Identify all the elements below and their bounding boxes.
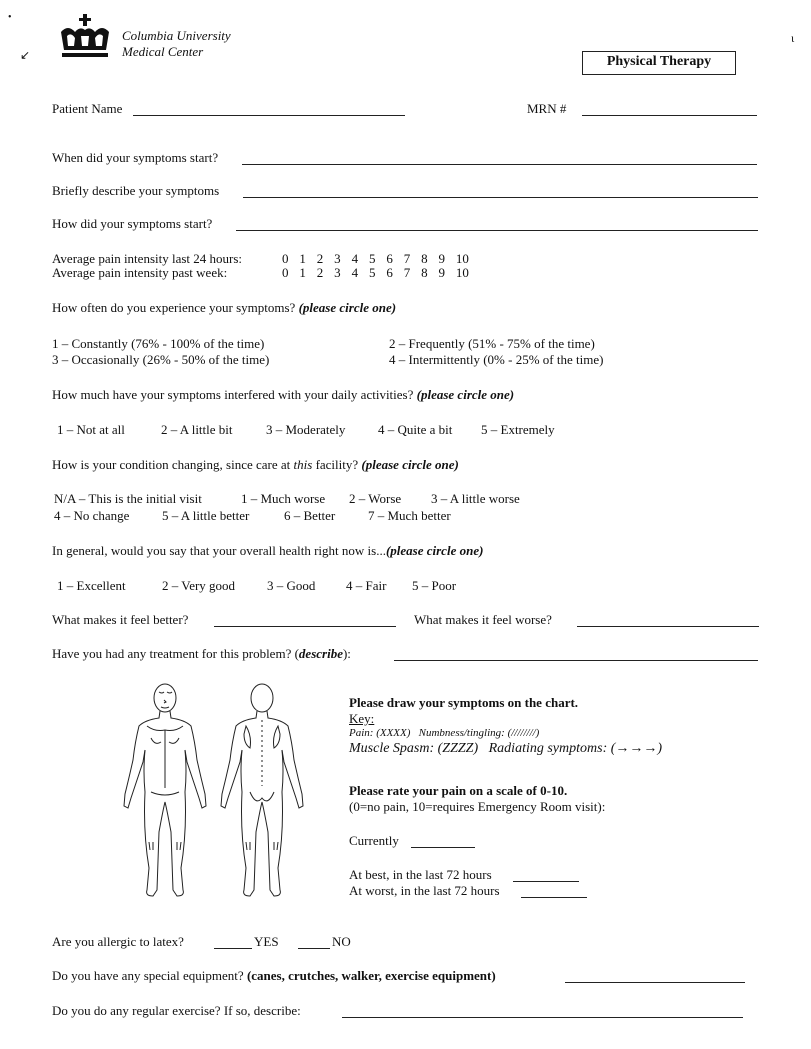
change-question-this: this: [293, 457, 313, 472]
pain-24h-label: Average pain intensity last 24 hours:: [52, 251, 243, 266]
org-name-line1: Columbia University: [122, 28, 231, 43]
scale-number[interactable]: 5: [368, 251, 376, 266]
pain-week-label: Average pain intensity past week:: [52, 265, 228, 280]
scale-number[interactable]: 0: [282, 265, 289, 280]
org-name-line2: Medical Center: [122, 44, 204, 59]
health-question-text: In general, would you say that your overall health right now is...: [52, 543, 386, 558]
latex-no-field[interactable]: [298, 948, 330, 949]
chart-key-spasm-radiating: [349, 741, 662, 757]
exercise-field[interactable]: [342, 1017, 743, 1018]
question-symptoms-start-when: When did your symptoms start?: [52, 150, 219, 165]
scale-number[interactable]: 0: [282, 251, 289, 266]
scale-number[interactable]: 2: [316, 251, 324, 266]
change-hint: (please circle one): [361, 457, 459, 472]
exercise-question: Do you do any regular exercise? If so, describe:: [52, 1003, 301, 1018]
frequency-option-3[interactable]: 3 – Occasionally (26% - 50% of the time): [52, 352, 270, 367]
frequency-option-2[interactable]: 2 – Frequently (51% - 75% of the time): [389, 336, 595, 351]
latex-yes-label: YES: [254, 934, 279, 949]
patient-name-label: Patient Name: [52, 101, 123, 116]
scale-number[interactable]: 8: [421, 251, 428, 266]
pain-currently-field[interactable]: [411, 847, 475, 848]
scale-number[interactable]: 3: [334, 265, 341, 280]
answer-symptoms-start-when[interactable]: [242, 164, 757, 165]
crown-logo-icon: [58, 14, 112, 60]
frequency-question: [52, 300, 396, 316]
scale-number[interactable]: 1: [299, 251, 306, 266]
pain-at-best-field[interactable]: [513, 881, 579, 882]
scale-number[interactable]: 3: [334, 251, 341, 266]
equipment-field[interactable]: [565, 982, 745, 983]
health-option-2[interactable]: 2 – Very good: [162, 578, 236, 593]
pain-currently-label: Currently: [349, 833, 399, 848]
change-option-3[interactable]: 3 – A little worse: [431, 491, 520, 506]
change-option-5[interactable]: 5 – A little better: [162, 508, 250, 523]
interference-option-3[interactable]: 3 – Moderately: [266, 422, 346, 437]
body-chart-back[interactable]: [212, 682, 312, 904]
scale-number[interactable]: 2: [316, 265, 324, 280]
key-numbness: Numbness/tingling: (////////): [418, 727, 540, 739]
key-radiating: Radiating symptoms: (→→→): [488, 741, 663, 756]
patient-name-field[interactable]: [133, 115, 405, 116]
health-option-5[interactable]: 5 – Poor: [412, 578, 457, 593]
interference-question: [52, 387, 514, 403]
health-question: [52, 543, 483, 559]
feel-worse-field[interactable]: [577, 626, 759, 627]
scale-number[interactable]: 7: [403, 265, 411, 280]
scale-number[interactable]: 10: [455, 265, 469, 280]
department-box: Physical Therapy: [582, 51, 736, 75]
frequency-option-1[interactable]: 1 – Constantly (76% - 100% of the time): [52, 336, 265, 351]
scale-number[interactable]: 4: [351, 251, 359, 266]
mrn-field[interactable]: [582, 115, 757, 116]
frequency-hint: (please circle one): [298, 300, 397, 315]
change-option-2[interactable]: 2 – Worse: [349, 491, 402, 506]
change-option-1[interactable]: 1 – Much worse: [241, 491, 326, 506]
key-spasm: Muscle Spasm: (ZZZZ): [349, 741, 479, 756]
change-question-pre: How is your condition changing, since care at: [52, 457, 291, 472]
health-hint: (please circle one): [385, 543, 484, 558]
pain-week-scale[interactable]: [282, 265, 473, 281]
change-option-4[interactable]: 4 – No change: [54, 508, 130, 523]
body-chart-front[interactable]: [115, 682, 215, 904]
question-symptoms-start-how: How did your symptoms start?: [52, 216, 213, 231]
frequency-option-4[interactable]: 4 – Intermittently (0% - 25% of the time): [389, 352, 604, 367]
change-question-post: facility?: [315, 457, 359, 472]
health-option-4[interactable]: 4 – Fair: [346, 578, 387, 593]
feel-worse-label: What makes it feel worse?: [414, 612, 552, 627]
health-option-3[interactable]: 3 – Good: [267, 578, 316, 593]
feel-better-field[interactable]: [214, 626, 396, 627]
change-option-6[interactable]: 6 – Better: [284, 508, 336, 523]
pain-at-worst-field[interactable]: [521, 897, 587, 898]
mrn-label: MRN #: [527, 101, 567, 116]
scale-number[interactable]: 8: [421, 265, 428, 280]
pain-at-worst-label: At worst, in the last 72 hours: [349, 883, 500, 898]
interference-option-2[interactable]: 2 – A little bit: [161, 422, 233, 437]
scale-number[interactable]: 7: [403, 251, 411, 266]
chart-instructions-title: Please draw your symptoms on the chart.: [349, 695, 579, 710]
interference-hint: (please circle one): [416, 387, 515, 402]
key-pain: Pain: (XXXX): [349, 727, 411, 739]
equipment-question: [52, 968, 496, 984]
chart-key-pain-numbness: [349, 727, 539, 739]
equipment-examples: (canes, crutches, walker, exercise equipment): [246, 968, 496, 983]
scale-number[interactable]: 10: [455, 251, 469, 266]
scan-mark-tick: ↙: [20, 48, 31, 62]
treatment-question-post: ):: [342, 646, 351, 661]
scale-number[interactable]: 4: [351, 265, 359, 280]
answer-symptoms-start-how[interactable]: [236, 230, 758, 231]
scale-number[interactable]: 6: [386, 265, 393, 280]
interference-option-5[interactable]: 5 – Extremely: [481, 422, 555, 437]
health-option-1[interactable]: 1 – Excellent: [57, 578, 126, 593]
interference-question-text: How much have your symptoms interfered with your daily activities?: [52, 387, 414, 402]
question-describe-symptoms: Briefly describe your symptoms: [52, 183, 220, 198]
change-option-na[interactable]: N/A – This is the initial visit: [54, 491, 202, 506]
scan-mark-dot: •: [8, 12, 12, 23]
scale-number[interactable]: 1: [299, 265, 306, 280]
rate-pain-description: (0=no pain, 10=requires Emergency Room visit):: [349, 799, 606, 814]
answer-describe-symptoms[interactable]: [243, 197, 758, 198]
latex-question: Are you allergic to latex?: [52, 934, 184, 949]
rate-pain-title: Please rate your pain on a scale of 0-10.: [349, 783, 568, 798]
change-option-7[interactable]: 7 – Much better: [368, 508, 451, 523]
latex-no-label: NO: [332, 934, 351, 949]
chart-key-label: Key:: [349, 711, 375, 726]
frequency-question-text: How often do you experience your symptoms?: [52, 300, 296, 315]
treatment-question-pre: Have you had any treatment for this problem? (: [52, 646, 299, 661]
equipment-question-text: Do you have any special equipment?: [52, 968, 244, 983]
interference-option-1[interactable]: 1 – Not at all: [57, 422, 125, 437]
feel-better-label: What makes it feel better?: [52, 612, 189, 627]
treatment-describe: describe: [298, 646, 343, 661]
scale-number[interactable]: 6: [386, 251, 393, 266]
scan-mark-right: ι: [791, 31, 795, 45]
scale-number[interactable]: 9: [438, 251, 446, 266]
treatment-field[interactable]: [394, 660, 758, 661]
scale-number[interactable]: 9: [438, 265, 446, 280]
interference-option-4[interactable]: 4 – Quite a bit: [378, 422, 453, 437]
pain-at-best-label: At best, in the last 72 hours: [349, 867, 492, 882]
change-question: [52, 457, 459, 473]
latex-yes-field[interactable]: [214, 948, 252, 949]
scale-number[interactable]: 5: [368, 265, 376, 280]
treatment-question: [52, 646, 351, 662]
